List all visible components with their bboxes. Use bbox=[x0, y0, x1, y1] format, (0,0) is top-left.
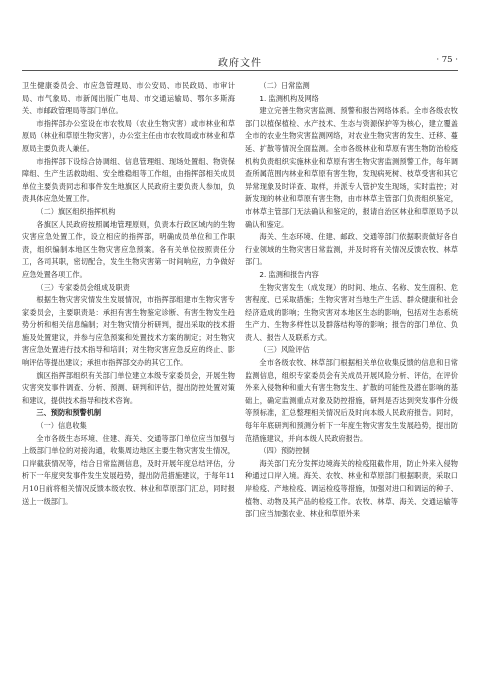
section-heading: （四）预防控制 bbox=[259, 446, 310, 456]
paragraph: 卫生健康委员会、市应急管理局、市公安局、市民政局、市审计局、市气象局、市新闻出版广电局、市交通运输局、鄂尔多斯海关、市邮政管理局等部门单位。 bbox=[22, 81, 235, 116]
paragraph: 建立完善生物灾害监测、预警和报告网络体系。全市各级农牧部门以植保植检、水产技术、生态与资源保护等为核心，建立覆盖全市的农业生物灾害监测网络，对农业生物灾害的发生、迁移、蔓延、扩散等情况全面监测。全市各级林业和草原有害生物防治检疫机构负责组织实施林业和草原有害生物灾害监测预警工作，每年调查所属范围内林业和草原有害生物，发现病死树、枝草受害和其它异常现象及时详查、取样，并派专人管护发生现场，实时监控；对新发现的林业和草原有害生物，由市林草主管部门负责组织鉴定，市林草主管部门无法确认和鉴定的，报请自治区林业和草原局予以确认和鉴定。 bbox=[245, 106, 458, 229]
paragraph: 旗区指挥部组织有关部门单位建立本级专家委员会，开展生物灾害突发事件调查、分析、预测、研判和评估，提出防控处置对策和建议，提供技术指导和技术咨询。 bbox=[22, 370, 235, 405]
right-column bbox=[245, 80, 458, 521]
paragraph: 全市各级生态环境、住建、海关、交通等部门单位应当加强与上级部门单位的对接沟通，收集周边地区主要生物灾害发生情况，口岸截获情况等，结合日常监测信息，及时开展年度总结评估，分析下一年度突发事件发生发展趋势，提出防范措施建议，于每年11月10日前将相关情况反馈本级农牧、林业和草原部门汇总，同时报送上一级部门。 bbox=[22, 433, 235, 506]
chapter-heading: 三、预防和预警机制 bbox=[36, 408, 102, 418]
page-header bbox=[22, 52, 458, 71]
page-number: · 75 · bbox=[436, 55, 458, 65]
paragraph: 市指挥部办公室设在市农牧局（农业生物灾害）或市林业和草原局（林业和草原生物灾害），办公室主任由市农牧局或市林业和草原局主要负责人兼任。 bbox=[22, 118, 235, 153]
paragraph: 各旗区人民政府按照属地管理原则，负责本行政区域内的生物灾害应急处置工作，设立相应的指挥部，明确成员单位和工作职责，组织编制本地区生物灾害应急预案。各有关单位按照责任分工，各司其职，密切配合，发生生物灾害第一时间响应，力争做好应急处置各项工作。 bbox=[22, 219, 235, 279]
paragraph: 海关、生态环境、住建、邮政、交通等部门依据职责做好各自行业领域的生物灾害日常监测，并及时将有关情况反馈农牧、林草部门。 bbox=[245, 232, 458, 267]
paragraph: 海关部门充分发挥边境海关的检疫阻截作用，防止外来入侵物种通过口岸入境。海关、农牧、林业和草原部门根据职责，采取口岸检疫、产地检疫、调运检疫等措施，加强对进口和调运的种子、植物、动物及其产品的检疫工作。农牧、林草、海关、交通运输等部门应当加强农业、林业和草原外来 bbox=[245, 458, 458, 519]
section-heading: （一）信息收集 bbox=[36, 421, 87, 431]
paragraph: 全市各级农牧、林草部门根据相关单位收集反馈的信息和日常监测信息，组织专家委员会有关成员开展风险分析、评估，在评价外来入侵物种和重大有害生物发生、扩散的可能性及潜在影响的基础上，确定监测重点对象及防控措施，研判是否达到突发事件分级等预标准，汇总整理相关情况后及时向本级人民政府报告。同时，每年年底研判和预测分析下一年度生物灾害发生发展趋势，提出防范措施建议，并向本级人民政府报告。 bbox=[245, 358, 458, 443]
subsection-heading: 2. 监测和报告内容 bbox=[259, 269, 319, 279]
section-heading: （三）专家委员会组成及职责 bbox=[36, 282, 130, 292]
left-column bbox=[22, 80, 235, 508]
section-heading: （二）日常监测 bbox=[259, 81, 310, 90]
subsection-heading: 1. 监测机构及网络 bbox=[259, 93, 319, 103]
section-heading: （三）风险评估 bbox=[259, 345, 310, 355]
paragraph: 生物灾害发生（成发现）的时间、地点、名称、发生面积、危害程度、已采取措施；生物灾害对当地生产生活、群众健康和社会经济造成的影响；生物灾害对本地区生态的影响，包括对生态系统生产力、生物多样性以及群落结构等的影响；报告的部门单位、负责人、报告人及联系方式。 bbox=[245, 282, 458, 342]
paragraph: 市指挥部下设综合协调组、信息管理组、现场处置组、物资保障组、生产生活救助组、安全维稳组等工作组，由指挥部相关成员单位主要负责同志和事件发生地旗区人民政府主要负责人参加，负责具体应急处置工作。 bbox=[22, 156, 235, 204]
paragraph: 根据生物灾害灾情发生发展情况，市指挥部组建市生物灾害专家委员会，主要职责是：承担有害生物鉴定诊断、有害生物发生趋势分析和相关信息编制；对生物灾情分析研判，提出采取的技术措施及处置建议，并参与应急预案和处置技术方案的制定；对生物灾害应急处置进行技术指导和培训；对生物灾害应急反应的终止、影响评估等提出建议；承担市指挥部交办的其它工作。 bbox=[22, 295, 235, 368]
section-heading: （二）旗区组织指挥机构 bbox=[36, 206, 116, 216]
running-title: 政府文件 bbox=[218, 58, 262, 69]
